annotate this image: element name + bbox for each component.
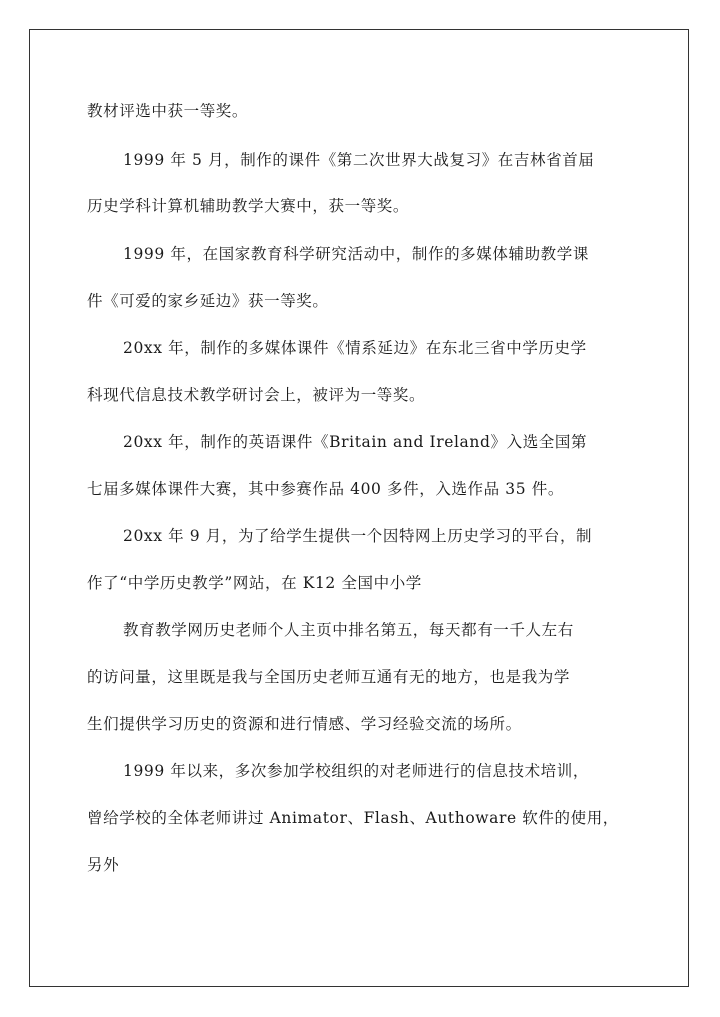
text-line: 20xx 年 9 月，为了给学生提供一个因特网上历史学习的平台，制	[123, 527, 593, 545]
text-line: 件《可爱的家乡延边》获一等奖。	[87, 292, 329, 310]
text-line: 的访问量，这里既是我与全国历史老师互通有无的地方，也是我为学	[87, 668, 571, 686]
text-line: 20xx 年，制作的英语课件《Britain and Ireland》入选全国第	[123, 433, 588, 451]
text-line: 教材评选中获一等奖。	[87, 102, 249, 120]
text-line: 1999 年，在国家教育科学研究活动中，制作的多媒体辅助教学课	[123, 245, 589, 263]
text-line: 历史学科计算机辅助教学大赛中，获一等奖。	[87, 197, 410, 215]
text-line: 1999 年以来，多次参加学校组织的对老师进行的信息技术培训，	[123, 762, 589, 780]
text-line: 20xx 年，制作的多媒体课件《情系延边》在东北三省中学历史学	[123, 339, 587, 357]
text-line: 教育教学网历史老师个人主页中排名第五，每天都有一千人左右	[123, 621, 574, 639]
text-line: 另外	[87, 856, 120, 874]
text-line: 生们提供学习历史的资源和进行情感、学习经验交流的场所。	[87, 715, 522, 733]
text-line: 作了“中学历史教学”网站，在 K12 全国中小学	[87, 574, 422, 592]
text-line: 七届多媒体课件大赛，其中参赛作品 400 多件，入选作品 35 件。	[87, 480, 564, 498]
text-line: 曾给学校的全体老师讲过 Animator、Flash、Authoware 软件的使用，	[87, 809, 619, 827]
text-line: 科现代信息技术教学研讨会上，被评为一等奖。	[87, 386, 426, 404]
page-border	[29, 29, 689, 987]
text-line: 1999 年 5 月，制作的课件《第二次世界大战复习》在吉林省首届	[123, 151, 595, 169]
